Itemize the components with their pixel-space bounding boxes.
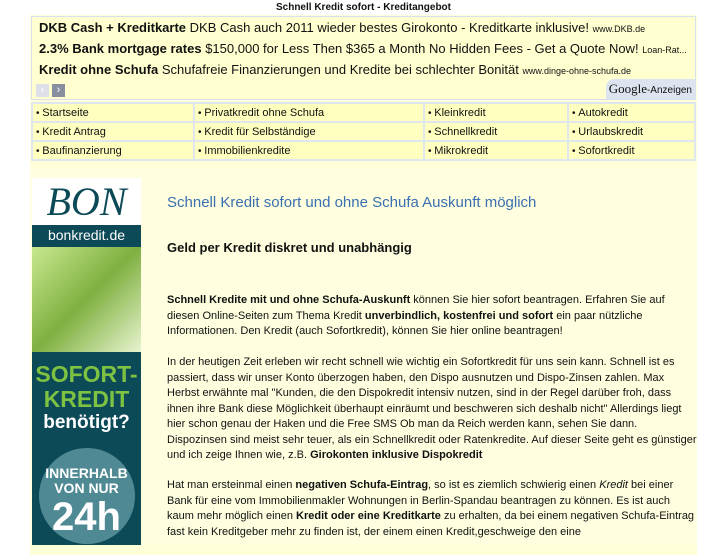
nav-menu bbox=[31, 102, 696, 161]
ad-text: Schufafreie Finanzierungen und Kredite bei schlechter Bonität bbox=[161, 62, 519, 77]
page-title: Schnell Kredit sofort - Kreditangebot bbox=[275, 2, 451, 13]
intro-paragraph: Schnell Kredite mit und ohne Schufa-Auskunft können Sie hier sofort beantragen. Erfahren Sie auf diesen Online-Seiten zum Thema Kredit unverbindlich, kostenfrei und sofort ein paar nützliche Informationen. Den Kredit (auch Sofortkredit), können Sie hier online beantragen! bbox=[167, 294, 665, 337]
banner-headline: SOFORT- KREDIT bbox=[35, 361, 138, 412]
nav-sofortkredit[interactable]: • Sofortkredit bbox=[569, 142, 694, 159]
nav-autokredit[interactable]: • Autokredit bbox=[569, 104, 694, 121]
ad-item[interactable] bbox=[39, 62, 631, 77]
ad-url[interactable]: Loan-Rat... bbox=[642, 45, 687, 55]
google-logo: Google bbox=[608, 81, 647, 96]
nav-privatkredit[interactable]: • Privatkredit ohne Schufa bbox=[195, 104, 423, 121]
banner-star-badge: INNERHALB VON NUR 24h bbox=[39, 448, 135, 544]
nav-urlaubskredit[interactable]: • Urlaubskredit bbox=[569, 123, 694, 140]
ad-prev-button[interactable]: ‹ bbox=[36, 84, 49, 97]
bon-logo: BON bbox=[32, 178, 141, 225]
ad-item[interactable] bbox=[39, 20, 645, 35]
ad-text: DKB Cash auch 2011 wieder bestes Girokonto - Kreditkarte inklusive! bbox=[189, 20, 589, 35]
nav-baufinanzierung[interactable]: • Baufinanzierung bbox=[33, 142, 193, 159]
nav-immobilienkredite[interactable]: • Immobilienkredite bbox=[195, 142, 423, 159]
schufa-paragraph: Hat man ersteinmal einen negativen Schufa-Eintrag, so ist es ziemlich schwierig einen Kredit bei einer Bank für eine vom Immobilienmakler Wohnungen in Berlin-Spandau beantragen zu können. Es ist auch kaum mehr möglich einen Kredit oder eine Kreditkarte zu erhalten, da bei einem negativen Schufa-Eintrag fast kein Kreditgeber mehr zu finden ist, der einem einen Kredit,geschweige den eine bbox=[167, 479, 695, 538]
ad-title[interactable]: Kredit ohne Schufa bbox=[39, 62, 159, 77]
money-image bbox=[32, 247, 141, 352]
main-heading: Schnell Kredit sofort und ohne Schufa Auskunft möglich bbox=[167, 194, 537, 211]
nav-startseite[interactable]: • Startseite bbox=[33, 104, 193, 121]
nav-kredit-antrag[interactable]: • Kredit Antrag bbox=[33, 123, 193, 140]
google-ads-badge[interactable] bbox=[606, 79, 695, 99]
ad-text: $150,000 for Less Then $365 a Month No Hidden Fees - Get a Quote Now! bbox=[205, 41, 639, 56]
dispo-paragraph: In der heutigen Zeit erleben wir recht schnell wie wichtig ein Sofortkredit für uns sein kann. Schnell ist es passiert, dass wir unser Konto überzogen haben, den Dispo ausnutzen und Dispo-Zinsen zahlen. Max Herbst erwähnte mal "Kunden, die den Dispokredit intensiv nutzen, sind in der Regel darüber froh, dass ihnen ihre Bank diese Möglichkeit überhaupt einräumt und beschweren sich deshalb nicht" Allerdings liegt hier schon genau der Haken und die Free SMS Ob man da Reich werden kann, sehen Sie dann. Dispozinsen sind meist sehr teuer, als ein Schnellkredit oder Ratenkredite. Auf dieser Seite geht es günstiger und ich zeige Ihnen wie, z.B. Girokonten inklusive Dispokredit bbox=[167, 356, 697, 461]
nav-kredit-selbstaendige[interactable]: • Kredit für Selbständige bbox=[195, 123, 423, 140]
ad-title[interactable]: 2.3% Bank mortgage rates bbox=[39, 41, 202, 56]
ad-title[interactable]: DKB Cash + Kreditkarte bbox=[39, 20, 187, 35]
bonkredit-banner-ad[interactable] bbox=[32, 178, 141, 545]
ad-url[interactable]: www.DKB.de bbox=[592, 24, 646, 34]
google-ads-box bbox=[31, 16, 696, 100]
google-ads-label: -Anzeigen bbox=[646, 85, 692, 96]
ad-next-button[interactable]: › bbox=[52, 84, 65, 97]
sub-heading: Geld per Kredit diskret und unabhängig bbox=[167, 240, 412, 255]
nav-schnellkredit[interactable]: • Schnellkredit bbox=[425, 123, 567, 140]
ad-item[interactable] bbox=[39, 41, 687, 56]
banner-question: benötigt? bbox=[43, 412, 130, 433]
nav-mikrokredit[interactable]: • Mikrokredit bbox=[425, 142, 567, 159]
ad-url[interactable]: www.dinge-ohne-schufa.de bbox=[522, 66, 632, 76]
banner-domain: bonkredit.de bbox=[47, 227, 126, 243]
nav-kleinkredit[interactable]: • Kleinkredit bbox=[425, 104, 567, 121]
